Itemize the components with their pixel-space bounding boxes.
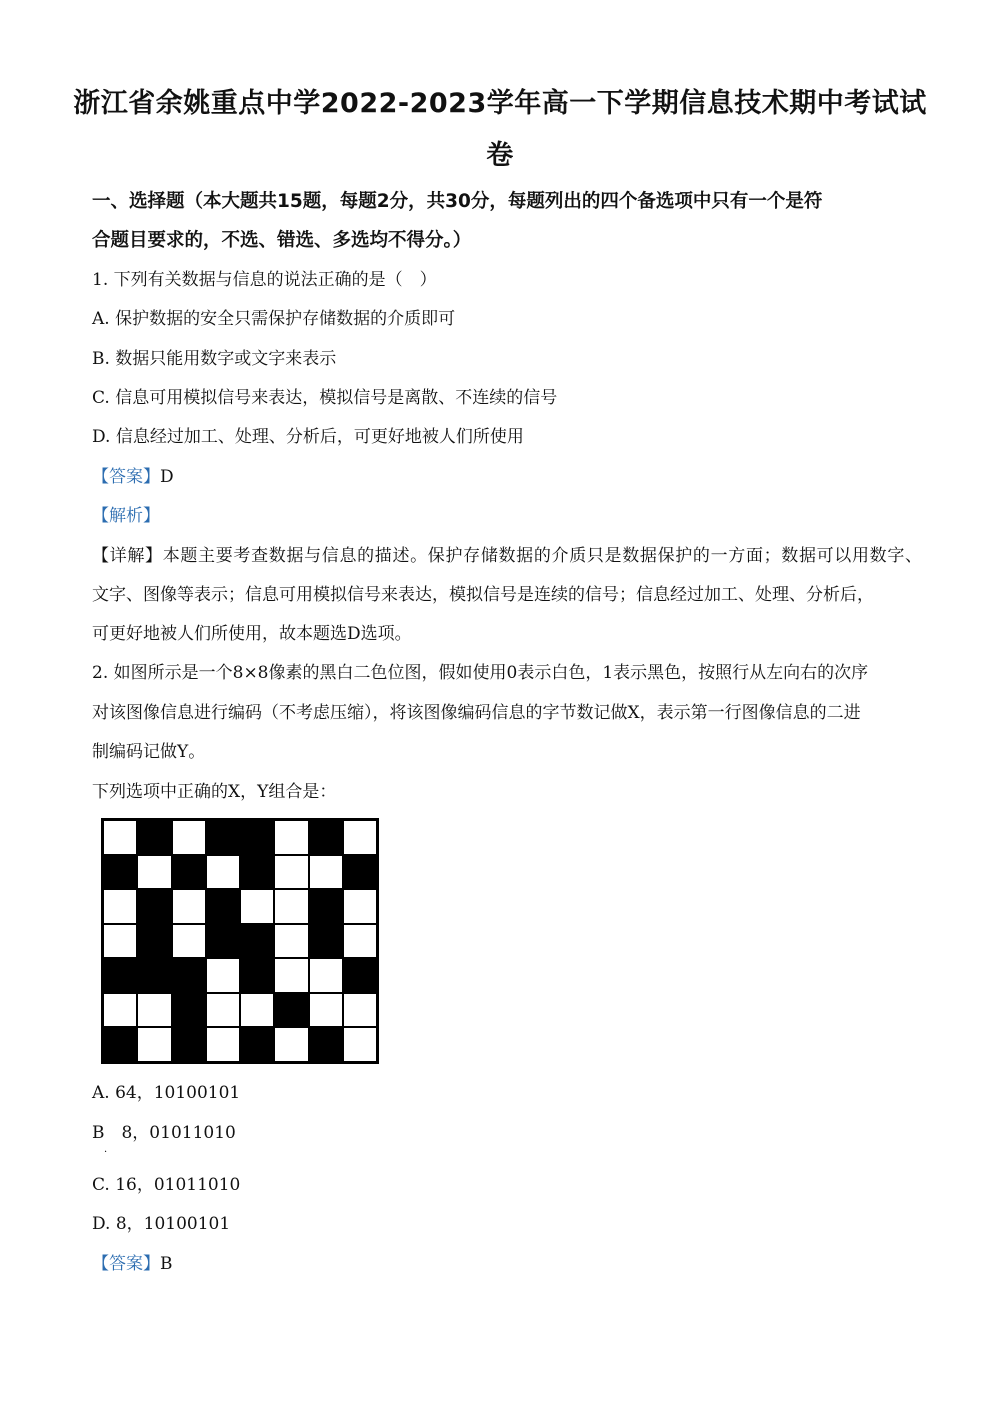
bitmap-cell-r4-c7 [309, 924, 343, 959]
bitmap-cell-r4-c6 [274, 924, 308, 959]
q2-answer-tag: 【答案】 [92, 1254, 160, 1274]
bitmap-cell-r7-c7 [309, 1027, 343, 1062]
bitmap-cell-r6-c1 [103, 993, 137, 1028]
bitmap-cell-r7-c6 [274, 1027, 308, 1062]
bitmap-cell-r6-c8 [343, 993, 377, 1028]
bitmap-cell-r7-c5 [240, 1027, 274, 1062]
q1-stem: 1. 下列有关数据与信息的说法正确的是（ ） [92, 270, 437, 290]
bitmap-cell-r2-c1 [103, 855, 137, 890]
bitmap-cell-r1-c6 [274, 820, 308, 855]
bitmap-cell-r6-c6 [274, 993, 308, 1028]
bitmap-cell-r3-c7 [309, 889, 343, 924]
bitmap-cell-r3-c3 [172, 889, 206, 924]
q1-detail-tag: 【详解】 [92, 546, 163, 566]
exam-title-line-1: 浙江省余姚重点中学2022-2023学年高一下学期信息技术期中考试试 [73, 88, 927, 119]
bitmap-cell-r2-c2 [137, 855, 171, 890]
q1-analysis [92, 504, 922, 528]
bitmap-cell-r7-c8 [343, 1027, 377, 1062]
bitmap-cell-r2-c5 [240, 855, 274, 890]
bitmap-cell-r3-c8 [343, 889, 377, 924]
q1-answer-value: D [160, 467, 174, 487]
bitmap-cell-r5-c6 [274, 958, 308, 993]
bitmap-cell-r3-c5 [240, 889, 274, 924]
bitmap-cell-r7-c3 [172, 1027, 206, 1062]
exam-title-line-2: 卷 [486, 140, 514, 171]
section-heading-line-1: 一、选择题（本大题共15题，每题2分，共30分，每题列出的四个备选项中只有一个是符 [92, 191, 823, 212]
bitmap-cell-r4-c2 [137, 924, 171, 959]
bitmap-cell-r6-c4 [206, 993, 240, 1028]
bitmap-cell-r5-c5 [240, 958, 274, 993]
q2-option-b: B 8，01011010 [92, 1123, 236, 1143]
bitmap-cell-r5-c2 [137, 958, 171, 993]
q1-answer [92, 465, 922, 489]
q1-detail-line-1 [92, 544, 922, 568]
bitmap-cell-r3-c4 [206, 889, 240, 924]
bitmap-cell-r1-c5 [240, 820, 274, 855]
bitmap-cell-r6-c5 [240, 993, 274, 1028]
q1-detail-line-3: 可更好地被人们所使用，故本题选D选项。 [92, 624, 412, 644]
q2-stem-line-1: 2. 如图所示是一个8×8像素的黑白二色位图，假如使用0表示白色，1表示黑色，按照行从左向右的次序 [92, 663, 869, 683]
bitmap-cell-r7-c4 [206, 1027, 240, 1062]
bitmap-cell-r5-c1 [103, 958, 137, 993]
bitmap-cell-r2-c8 [343, 855, 377, 890]
bitmap-cell-r6-c3 [172, 993, 206, 1028]
bitmap-cell-r2-c7 [309, 855, 343, 890]
bitmap-cell-r1-c1 [103, 820, 137, 855]
bitmap-cell-r3-c6 [274, 889, 308, 924]
bitmap-cell-r1-c4 [206, 820, 240, 855]
bitmap-cell-r1-c8 [343, 820, 377, 855]
bitmap-cell-r7-c2 [137, 1027, 171, 1062]
bitmap-cell-r2-c6 [274, 855, 308, 890]
bitmap-cell-r1-c7 [309, 820, 343, 855]
q1-detail-text-1: 本题主要考查数据与信息的描述。保护存储数据的介质只是数据保护的一方面；数据可以用数字、 [162, 546, 923, 566]
bitmap-cell-r3-c1 [103, 889, 137, 924]
q1-option-b: B. 数据只能用数字或文字来表示 [92, 349, 337, 369]
stray-dot: · [104, 1147, 108, 1158]
bitmap-cell-r4-c8 [343, 924, 377, 959]
bitmap-cell-r1-c3 [172, 820, 206, 855]
bitmap-cell-r1-c2 [137, 820, 171, 855]
bitmap-cell-r5-c8 [343, 958, 377, 993]
bitmap-cell-r5-c4 [206, 958, 240, 993]
q1-detail-line-2: 文字、图像等表示；信息可用模拟信号来表达，模拟信号是连续的信号；信息经过加工、处理、分析后， [92, 585, 874, 605]
bitmap-cell-r4-c1 [103, 924, 137, 959]
q2-option-d: D. 8，10100101 [92, 1214, 231, 1234]
bitmap-cell-r6-c7 [309, 993, 343, 1028]
bitmap-cell-r5-c3 [172, 958, 206, 993]
section-heading-line-2: 合题目要求的，不选、错选、多选均不得分。） [92, 230, 472, 251]
q2-stem-line-3: 制编码记做Y。 [92, 742, 206, 762]
q1-option-a: A. 保护数据的安全只需保护存储数据的介质即可 [92, 309, 456, 329]
bitmap-cell-r7-c1 [103, 1027, 137, 1062]
bitmap-cell-r2-c4 [206, 855, 240, 890]
q1-option-c: C. 信息可用模拟信号来表达，模拟信号是离散、不连续的信号 [92, 388, 558, 408]
bitmap-cell-r3-c2 [137, 889, 171, 924]
q2-bitmap-figure [101, 818, 379, 1064]
bitmap-cell-r5-c7 [309, 958, 343, 993]
q2-answer [92, 1252, 922, 1276]
q2-option-c: C. 16，01011010 [92, 1175, 241, 1195]
bitmap-cell-r4-c4 [206, 924, 240, 959]
q2-prompt: 下列选项中正确的X，Y组合是： [92, 782, 337, 802]
q2-answer-value: B [160, 1254, 173, 1274]
bitmap-cell-r2-c3 [172, 855, 206, 890]
bitmap-cell-r4-c5 [240, 924, 274, 959]
bitmap-cell-r4-c3 [172, 924, 206, 959]
q2-option-a: A. 64，10100101 [92, 1083, 241, 1103]
q1-option-d: D. 信息经过加工、处理、分析后，可更好地被人们所使用 [92, 427, 524, 447]
q1-analysis-tag: 【解析】 [92, 506, 160, 526]
bitmap-cell-r6-c2 [137, 993, 171, 1028]
q2-stem-line-2: 对该图像信息进行编码（不考虑压缩），将该图像编码信息的字节数记做X，表示第一行图像信息的二进 [92, 703, 861, 723]
q1-answer-tag: 【答案】 [92, 467, 160, 487]
